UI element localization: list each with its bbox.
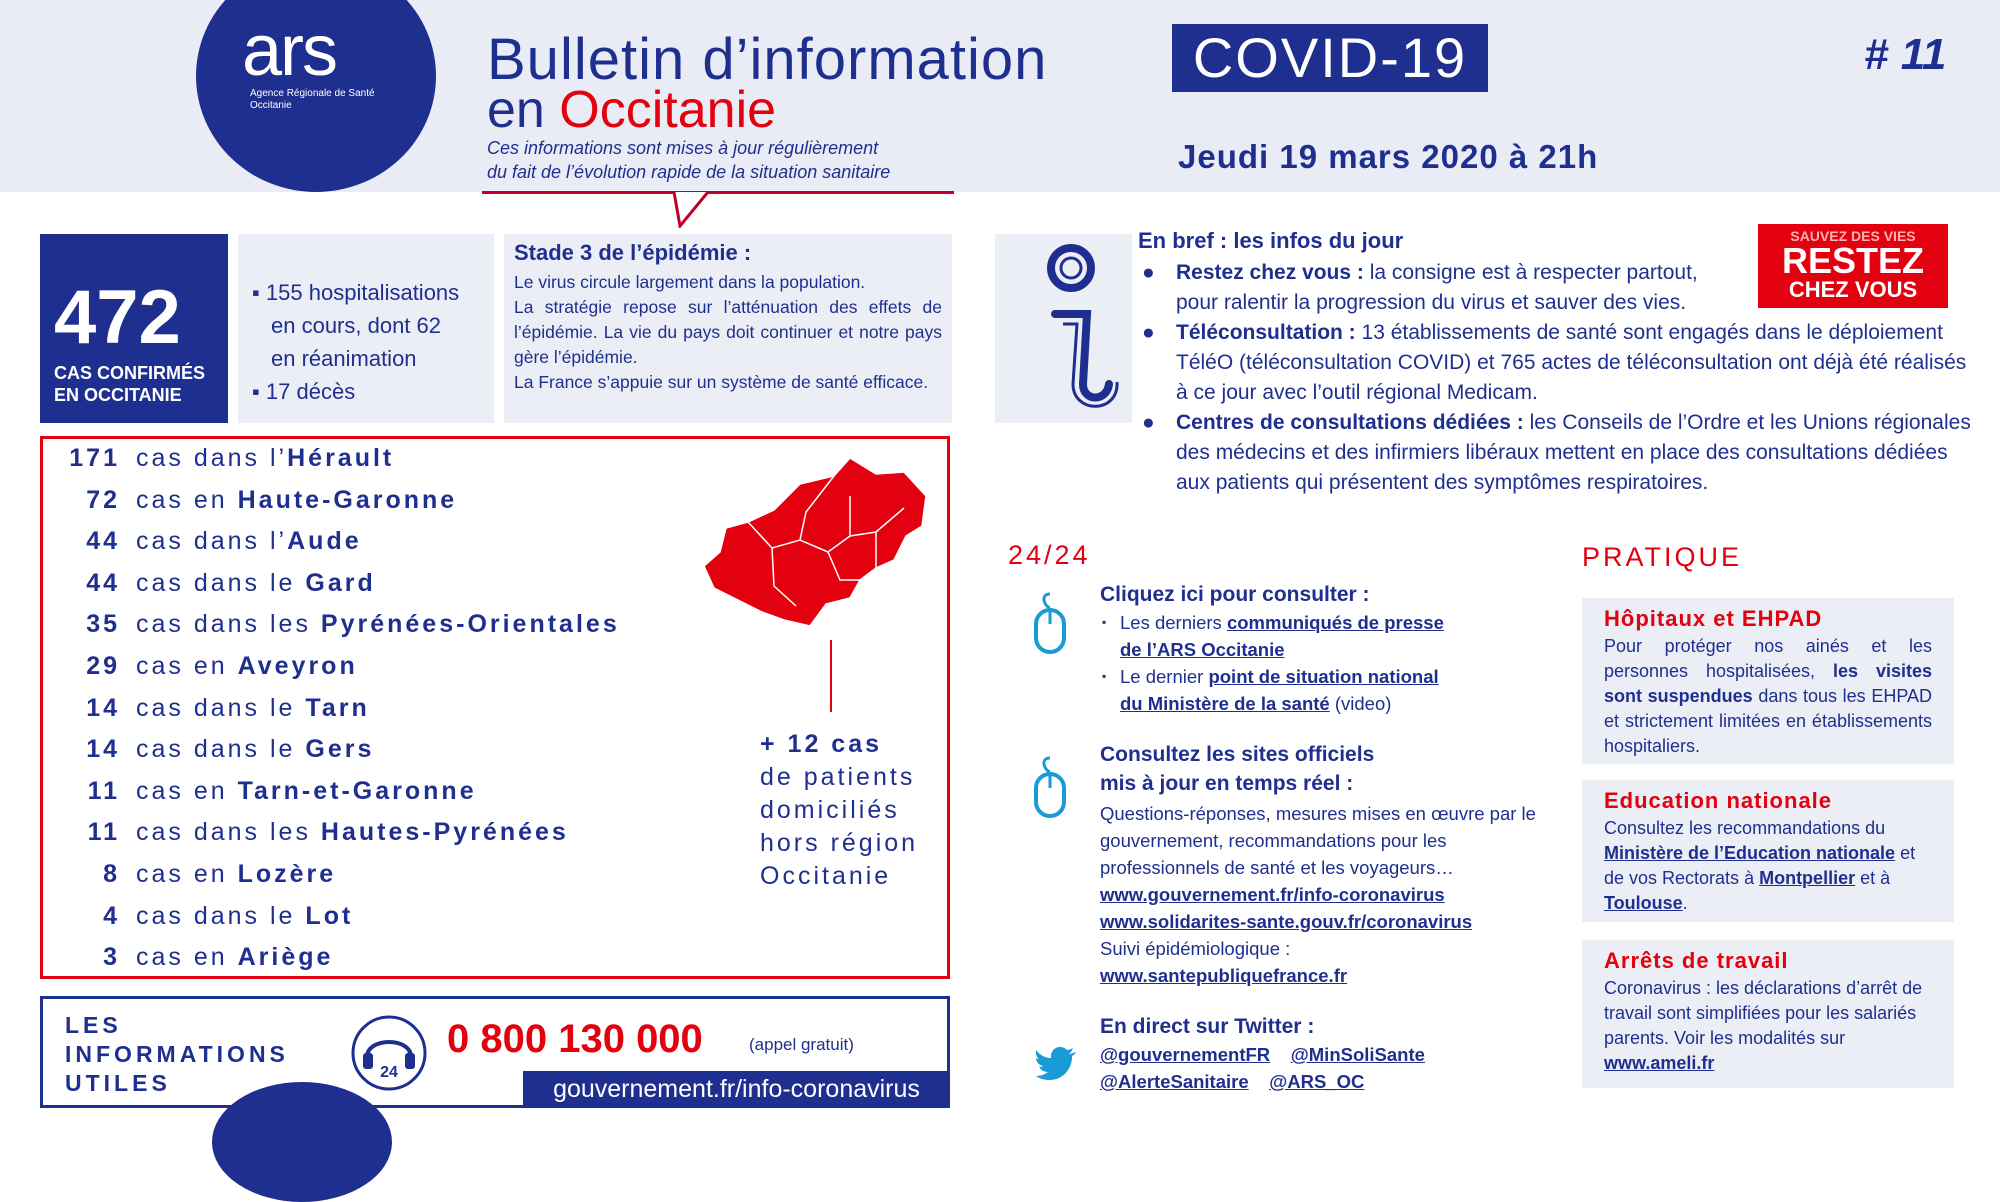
subtitle-line-1: Ces informations sont mises à jour régulièrement bbox=[487, 138, 879, 158]
stay-home-line-3: CHEZ VOUS bbox=[1788, 277, 1918, 302]
stay-home-line-1: SAUVEZ DES VIES bbox=[1790, 228, 1916, 244]
useful-info-label-1: LES bbox=[65, 1012, 122, 1038]
ministry-education-link[interactable]: Ministère de l’Education nationale bbox=[1604, 843, 1896, 863]
logo-subtext bbox=[250, 88, 375, 112]
out-of-region-cases bbox=[760, 728, 918, 893]
department-preposition: cas en bbox=[136, 652, 238, 680]
press-release-link[interactable]: communiqués de presse bbox=[1226, 612, 1444, 633]
extra-cases-line-2: de patients bbox=[760, 763, 916, 791]
work-stoppage-box bbox=[1582, 940, 1954, 1088]
hotline-note: (appel gratuit) bbox=[749, 1035, 854, 1054]
issue-number: # 11 bbox=[1864, 30, 1947, 79]
department-row bbox=[40, 818, 569, 847]
visits-suspended: les visites sont suspendues bbox=[1604, 661, 1932, 706]
department-case-count: 72 bbox=[86, 485, 120, 514]
occitanie-map-icon bbox=[700, 456, 932, 628]
department-preposition: cas dans les bbox=[136, 818, 321, 847]
cases-label-line-2: EN OCCITANIE bbox=[54, 385, 182, 405]
official-sites-title-1: Consultez les sites officiels bbox=[1100, 743, 1375, 766]
bullet-icon: ● bbox=[1142, 411, 1155, 434]
work-stoppage-text bbox=[1604, 976, 1932, 1076]
bulletin-title: Bulletin d’information bbox=[487, 27, 1048, 92]
twitter-gouvernement-link[interactable]: @gouvernementFR bbox=[1100, 1044, 1271, 1065]
brief-item-text: 13 établissements de santé sont engagés dans le déploiement TéléO (téléconsultation COVID) et 765 actes de téléconsultation ont déjà été réalisés à ce jour avec l’outil régional Medicam. bbox=[1176, 321, 1967, 404]
brief-item bbox=[1138, 318, 1983, 408]
department-preposition: cas dans l’ bbox=[136, 444, 288, 472]
gouvernement-link[interactable]: gouvernement.fr/info-coronavirus bbox=[523, 1071, 950, 1108]
extra-cases-line-4: hors région bbox=[760, 829, 919, 857]
region-name: Occitanie bbox=[559, 81, 777, 139]
extra-cases-count: + 12 cas bbox=[760, 730, 883, 758]
press-link-item bbox=[1100, 663, 1444, 717]
square-bullet-icon: ▪ bbox=[1102, 615, 1107, 629]
logo-subtext-1: Agence Régionale de Santé bbox=[250, 88, 375, 99]
subtitle-line-2: du fait de l’évolution rapide de la situation sanitaire bbox=[487, 162, 891, 182]
department-name: Gard bbox=[305, 568, 376, 597]
press-release-link-2[interactable]: de l’ARS Occitanie bbox=[1120, 639, 1285, 660]
hosp-line-2: en cours, dont 62 bbox=[271, 313, 442, 338]
hosp-line-1: 155 hospitalisations bbox=[265, 280, 460, 305]
epidemic-stage-title: Stade 3 de l’épidémie : bbox=[514, 240, 752, 265]
visits-text-post: dans tous les EHPAD et strictement limitées en établissements hospitaliers. bbox=[1604, 686, 1932, 756]
confirmed-cases-box bbox=[40, 234, 228, 423]
twitter-alerte-link[interactable]: @AlerteSanitaire bbox=[1100, 1071, 1249, 1092]
department-row bbox=[40, 444, 394, 473]
epidemiology-label: Suivi épidémiologique : bbox=[1100, 938, 1291, 959]
department-name: Aude bbox=[287, 527, 362, 556]
info-icon bbox=[995, 234, 1132, 423]
department-name: Pyrénées-Orientales bbox=[320, 610, 620, 639]
department-preposition: cas dans le bbox=[136, 735, 306, 764]
department-preposition: cas dans l’ bbox=[136, 527, 288, 556]
hosp-line-3: en réanimation bbox=[271, 346, 417, 371]
department-case-count: 11 bbox=[87, 776, 120, 805]
department-preposition: cas en bbox=[136, 776, 238, 805]
confirmed-cases-count: 472 bbox=[54, 275, 181, 360]
twitter-icon bbox=[1036, 1046, 1078, 1082]
bullet-icon: ● bbox=[1142, 321, 1155, 344]
gouvernement-site-link[interactable]: www.gouvernement.fr/info-coronavirus bbox=[1100, 884, 1445, 905]
education-title: Education nationale bbox=[1604, 788, 1833, 813]
stay-home-line-2: RESTEZ bbox=[1781, 240, 1924, 281]
education-text-end: . bbox=[1682, 893, 1688, 913]
info-icon-box bbox=[995, 234, 1132, 423]
situation-link-prefix: Le dernier bbox=[1120, 666, 1209, 687]
visits-text-pre: Pour protéger nos ainés et les personnes hospitalisées, bbox=[1604, 636, 1932, 681]
deaths-item: ▪ 17 décès bbox=[252, 379, 356, 404]
department-case-count: 14 bbox=[86, 735, 120, 764]
department-row bbox=[40, 943, 333, 972]
department-name: Aveyron bbox=[237, 652, 358, 680]
useful-info-label bbox=[65, 1011, 289, 1098]
press-link-prefix: Les derniers bbox=[1120, 612, 1227, 633]
department-name: Gers bbox=[305, 735, 375, 764]
department-case-count: 35 bbox=[86, 610, 120, 639]
department-row bbox=[40, 735, 374, 764]
hotline-number[interactable]: 0 800 130 000 bbox=[447, 1017, 703, 1061]
department-preposition: cas en bbox=[136, 943, 238, 972]
department-preposition: cas dans le bbox=[136, 693, 306, 722]
department-case-count: 171 bbox=[69, 444, 120, 472]
hospitals-ehpad-box bbox=[1582, 598, 1954, 764]
department-preposition: cas en bbox=[136, 860, 238, 888]
brief-item-text: la consigne est à respecter partout, bbox=[1363, 261, 1698, 284]
region-title bbox=[487, 80, 776, 140]
twitter-ars-link[interactable]: @ARS_OC bbox=[1269, 1071, 1365, 1092]
twitter-title: En direct sur Twitter : bbox=[1100, 1015, 1315, 1038]
stage-text-2: La stratégie repose sur l’atténuation des effets de l’épidémie. La vie du pays doit continuer et notre pays gère l’épidémie. bbox=[514, 297, 942, 367]
toulouse-link[interactable]: Toulouse bbox=[1604, 893, 1683, 913]
useful-info-box bbox=[40, 996, 950, 1108]
epidemic-stage-text bbox=[514, 270, 942, 395]
solidarites-sante-link[interactable]: www.solidarites-sante.gouv.fr/coronavirus bbox=[1100, 911, 1473, 932]
hospitals-ehpad-text bbox=[1604, 634, 1932, 759]
department-name: Lot bbox=[305, 901, 354, 930]
department-name: Ariège bbox=[237, 943, 334, 972]
department-name: Hautes-Pyrénées bbox=[320, 818, 569, 847]
practical-heading: PRATIQUE bbox=[1582, 542, 1743, 572]
department-name: Hérault bbox=[287, 444, 395, 472]
brief-item-text-2: pour ralentir la progression du virus et sauver des vies. bbox=[1176, 291, 1687, 314]
callout-pointer bbox=[672, 192, 712, 228]
department-preposition: cas dans les bbox=[136, 610, 321, 639]
mouse-icon bbox=[1030, 756, 1070, 820]
confirmed-cases-label bbox=[54, 362, 205, 406]
subtitle-underline bbox=[482, 191, 954, 194]
department-case-count: 44 bbox=[86, 568, 120, 597]
press-links-block bbox=[1100, 580, 1444, 717]
ameli-link[interactable]: www.ameli.fr bbox=[1604, 1053, 1715, 1073]
department-case-count: 29 bbox=[86, 652, 120, 680]
region-title-prefix: en bbox=[487, 81, 560, 139]
national-situation-link[interactable]: point de situation national bbox=[1208, 666, 1439, 687]
department-row bbox=[40, 610, 620, 639]
department-row bbox=[40, 777, 477, 806]
epidemic-stage-box bbox=[504, 234, 952, 423]
department-preposition: cas dans le bbox=[136, 568, 306, 597]
official-sites-text: Questions-réponses, mesures mises en œuvre par le gouvernement, recommandations pour les professionnels de santé et les voyageurs… bbox=[1100, 803, 1536, 878]
logo-subtext-2: Occitanie bbox=[250, 100, 292, 111]
brief-item-head: Restez chez vous : bbox=[1176, 261, 1364, 284]
bullet-icon: ● bbox=[1142, 261, 1155, 284]
department-preposition: cas en bbox=[136, 485, 238, 514]
stage-text-3: La France s’appuie sur un système de santé efficace. bbox=[514, 372, 929, 392]
department-name: Tarn-et-Garonne bbox=[237, 776, 477, 805]
hospitalisation-box bbox=[238, 234, 494, 423]
education-text-pre: Consultez les recommandations du bbox=[1604, 818, 1886, 838]
work-stoppage-body: Coronavirus : les déclarations d’arrêt de travail sont simplifiées pour les salariés parents. Voir les modalités sur bbox=[1604, 978, 1923, 1048]
useful-info-label-2: INFORMATIONS bbox=[65, 1041, 289, 1067]
work-stoppage-title: Arrêts de travail bbox=[1604, 948, 1789, 973]
brief-item-head: Centres de consultations dédiées : bbox=[1176, 411, 1524, 434]
hosp-item: ▪ 155 hospitalisations bbox=[252, 280, 460, 305]
bulletin-date: Jeudi 19 mars 2020 à 21h bbox=[1178, 138, 1599, 175]
department-case-count: 14 bbox=[86, 693, 120, 722]
brief-item-text: les Conseils de l’Ordre et les Unions régionales des médecins et des infirmiers libéraux mettent en place des consultations dédiées aux patients qui présentent des symptômes respiratoires. bbox=[1176, 411, 1971, 494]
extra-cases-line-5: Occitanie bbox=[760, 862, 892, 890]
department-preposition: cas dans le bbox=[136, 901, 306, 930]
department-case-count: 8 bbox=[103, 860, 120, 888]
logo-text: ars bbox=[242, 11, 337, 91]
cases-label-line-1: CAS CONFIRMÉS bbox=[54, 363, 206, 383]
video-note: (video) bbox=[1329, 693, 1392, 714]
department-name: Tarn bbox=[305, 693, 370, 722]
department-row bbox=[40, 860, 336, 889]
map-pointer-line bbox=[830, 640, 832, 712]
hospitalisation-list bbox=[252, 276, 459, 408]
department-case-count: 3 bbox=[103, 943, 120, 972]
mouse-icon bbox=[1030, 592, 1070, 656]
department-name: Haute-Garonne bbox=[237, 485, 458, 514]
extra-cases-line-3: domiciliés bbox=[760, 796, 900, 824]
daily-brief-title: En bref : les infos du jour bbox=[1138, 228, 1404, 253]
department-row bbox=[40, 902, 353, 931]
department-row bbox=[40, 569, 376, 598]
education-text bbox=[1604, 816, 1932, 916]
stage-text-1: Le virus circule largement dans la population. bbox=[514, 272, 866, 292]
brief-item bbox=[1138, 408, 1983, 498]
useful-info-label-3: UTILES bbox=[65, 1070, 171, 1096]
official-sites-block bbox=[1100, 740, 1540, 989]
press-link-item bbox=[1100, 609, 1444, 663]
official-sites-title-2: mis à jour en temps réel : bbox=[1100, 772, 1354, 795]
department-row bbox=[40, 527, 362, 556]
stay-home-badge bbox=[1758, 224, 1948, 308]
department-row bbox=[40, 694, 370, 723]
sante-publique-link[interactable]: www.santepubliquefrance.fr bbox=[1100, 965, 1348, 986]
subtitle bbox=[487, 136, 890, 184]
brief-item-head: Téléconsultation : bbox=[1176, 321, 1356, 344]
department-case-count: 44 bbox=[86, 527, 120, 556]
ministry-link[interactable]: du Ministère de la santé bbox=[1120, 693, 1330, 714]
headset-badge: 24 bbox=[380, 1064, 398, 1081]
h24-heading: 24/24 bbox=[1008, 540, 1091, 570]
hospitals-ehpad-title: Hôpitaux et EHPAD bbox=[1604, 606, 1823, 631]
education-text-mid: et de vos Rectorats à bbox=[1604, 843, 1916, 888]
department-case-count: 11 bbox=[87, 818, 120, 847]
department-name: Lozère bbox=[237, 860, 337, 888]
square-bullet-icon: ▪ bbox=[1102, 669, 1107, 683]
deaths-count: 17 décès bbox=[265, 379, 356, 404]
department-row bbox=[40, 652, 358, 681]
headset-icon bbox=[349, 1013, 429, 1093]
covid-title-badge: COVID-19 bbox=[1172, 24, 1488, 92]
decorative-circle bbox=[212, 1082, 392, 1202]
department-case-count: 4 bbox=[103, 901, 120, 930]
twitter-minsoli-link[interactable]: @MinSoliSante bbox=[1290, 1044, 1425, 1065]
education-box bbox=[1582, 780, 1954, 922]
press-links-title: Cliquez ici pour consulter : bbox=[1100, 583, 1370, 606]
twitter-block bbox=[1100, 1012, 1425, 1095]
education-text-mid-2: et à bbox=[1855, 868, 1891, 888]
montpellier-link[interactable]: Montpellier bbox=[1759, 868, 1856, 888]
department-row bbox=[40, 486, 457, 515]
